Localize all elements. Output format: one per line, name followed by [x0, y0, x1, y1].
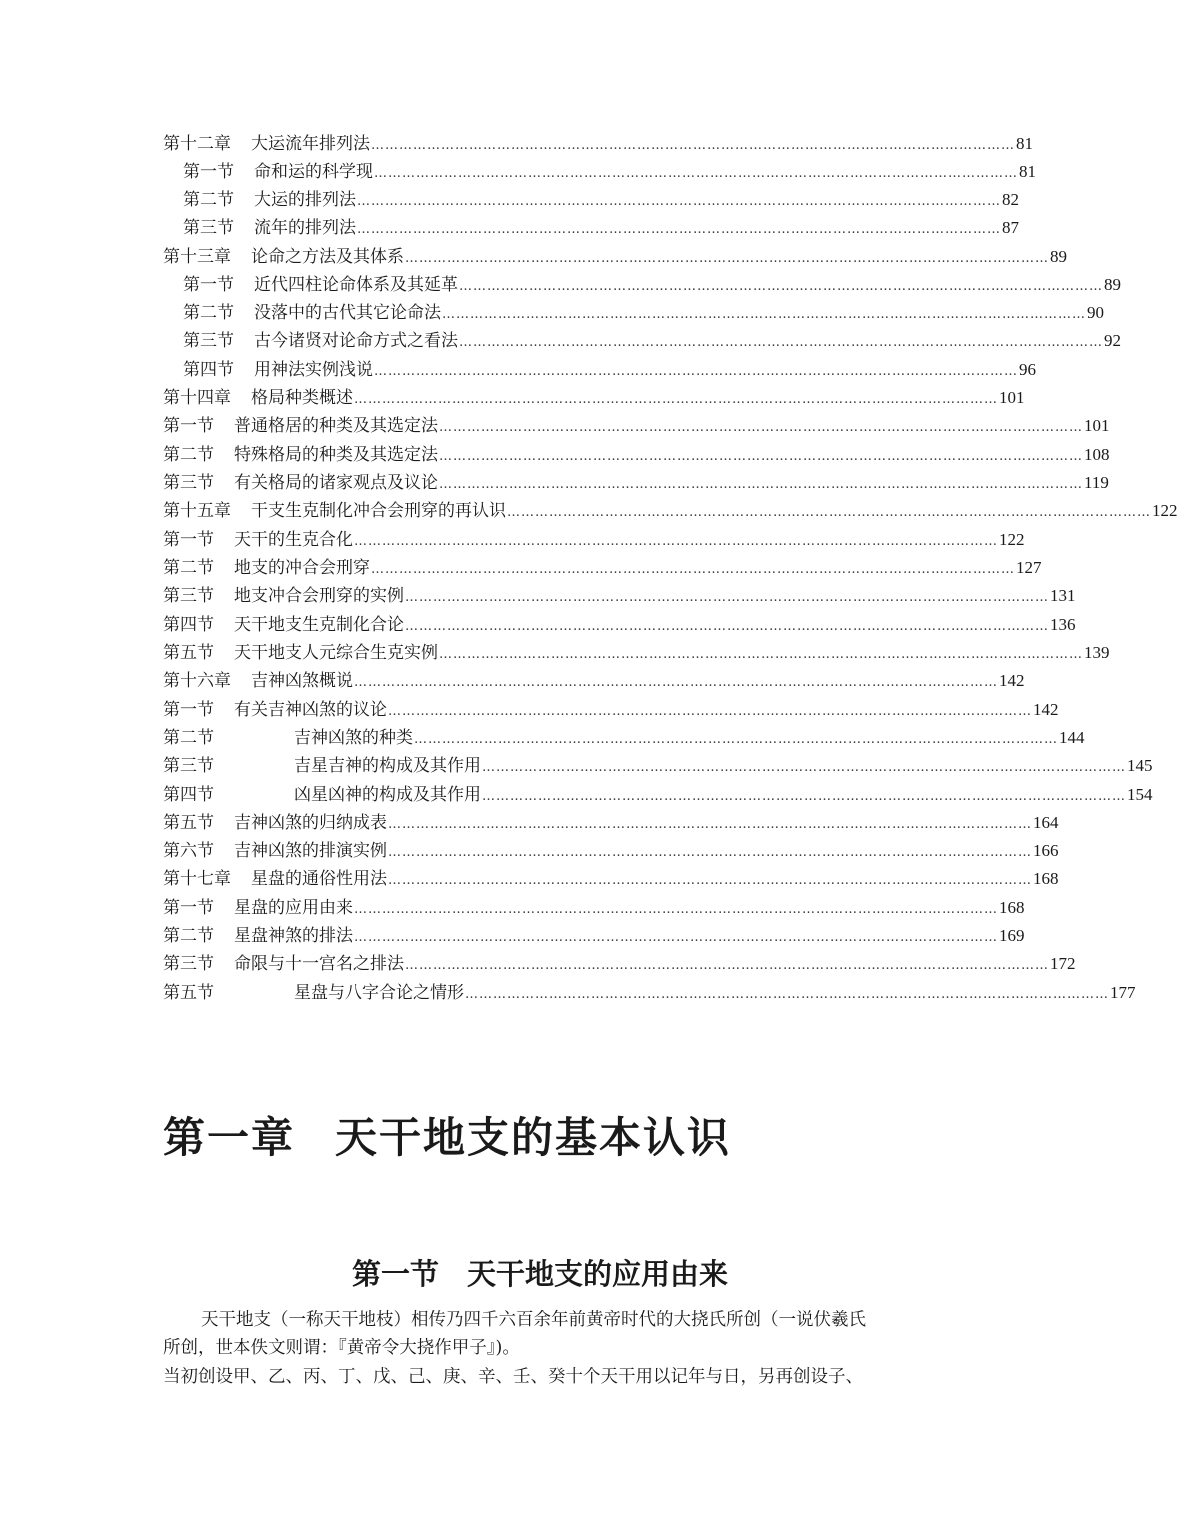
toc-entry-page: 166 [1033, 841, 1059, 860]
toc-entry [163, 697, 1059, 723]
toc-leader-dots: ………………………………………………………………………………………………………………………… [465, 987, 1109, 1002]
toc-entry-page: 142 [1033, 700, 1059, 719]
toc-leader-dots: ………………………………………………………………………………………………………………………… [507, 505, 1151, 520]
toc-entry-title: 吉神凶煞的排演实例 [234, 841, 387, 861]
section-label: 第一节 [351, 1257, 439, 1291]
toc-leader-dots: ………………………………………………………………………………………………………………………… [439, 477, 1083, 492]
toc-entry-label: 第十六章 [163, 671, 231, 691]
toc-leader-dots: ………………………………………………………………………………………………………………………… [482, 760, 1126, 775]
toc-entry-page: 131 [1050, 586, 1076, 605]
toc-entry-label: 第二节 [163, 926, 214, 946]
toc-entry-label: 第一节 [163, 416, 214, 436]
body-paragraph-line: 天干地支（一称天干地枝）相传乃四千六百余年前黄帝时代的大挠氏所创（一说伏羲氏 [201, 1310, 866, 1330]
toc-entry-label: 第一节 [183, 162, 234, 182]
toc-leader-dots: ………………………………………………………………………………………………………………………… [442, 307, 1086, 322]
toc-leader-dots: ………………………………………………………………………………………………………………………… [354, 392, 998, 407]
toc-leader-dots: ………………………………………………………………………………………………………………………… [388, 845, 1032, 860]
toc-leader-dots: ………………………………………………………………………………………………………………………… [405, 590, 1049, 605]
toc-entry [163, 385, 1025, 411]
toc-entry-page: 164 [1033, 813, 1059, 832]
toc-entry [163, 498, 1178, 524]
toc-entry-title: 命和运的科学现 [254, 162, 373, 182]
toc-entry-label: 第五节 [163, 983, 214, 1003]
toc-entry-label: 第三节 [183, 218, 234, 238]
toc-entry-title: 近代四柱论命体系及其延革 [254, 275, 458, 295]
toc-entry-title: 用神法实例浅说 [254, 360, 373, 380]
toc-entry [163, 810, 1059, 836]
chapter-heading [163, 1105, 731, 1165]
toc-leader-dots: ………………………………………………………………………………………………………………………… [439, 420, 1083, 435]
toc-entry-page: 177 [1110, 983, 1136, 1002]
toc-entry [183, 300, 1104, 326]
toc-entry-title: 有关吉神凶煞的议论 [234, 700, 387, 720]
toc-entry-page: 81 [1019, 162, 1036, 181]
toc-entry-label: 第二节 [163, 558, 214, 578]
toc-entry [163, 527, 1025, 553]
toc-entry [163, 668, 1025, 694]
toc-entry-page: 89 [1104, 275, 1121, 294]
toc-leader-dots: ………………………………………………………………………………………………………………………… [371, 138, 1015, 153]
toc-entry [183, 272, 1121, 298]
toc-entry-page: 168 [999, 898, 1025, 917]
toc-entry [163, 612, 1076, 638]
toc-entry [183, 159, 1036, 185]
toc-entry [163, 413, 1110, 439]
toc-leader-dots: ………………………………………………………………………………………………………………………… [354, 902, 998, 917]
toc-entry-label: 第一节 [183, 275, 234, 295]
toc-entry [183, 187, 1019, 213]
toc-entry-title: 地支的冲合会刑穿 [234, 558, 370, 578]
toc-leader-dots: ………………………………………………………………………………………………………………………… [414, 732, 1058, 747]
toc-leader-dots: ………………………………………………………………………………………………………………………… [388, 817, 1032, 832]
toc-entry-title: 吉神凶煞的种类 [294, 728, 413, 748]
toc-leader-dots: ………………………………………………………………………………………………………………………… [354, 675, 998, 690]
toc-entry-label: 第二节 [163, 445, 214, 465]
toc-entry-title: 星盘的应用由来 [234, 898, 353, 918]
toc-entry-label: 第三节 [163, 473, 214, 493]
toc-entry-title: 大运流年排列法 [251, 134, 370, 154]
toc-entry-label: 第三节 [163, 756, 214, 776]
toc-entry [163, 244, 1067, 270]
toc-entry-title: 吉神凶煞概说 [251, 671, 353, 691]
toc-leader-dots: ………………………………………………………………………………………………………………………… [405, 958, 1049, 973]
toc-entry-title: 格局种类概述 [251, 388, 353, 408]
toc-entry [163, 866, 1059, 892]
toc-leader-dots: ………………………………………………………………………………………………………………………… [405, 251, 1049, 266]
toc-entry-label: 第十五章 [163, 501, 231, 521]
toc-entry-label: 第二节 [183, 303, 234, 323]
toc-entry-page: 122 [999, 530, 1025, 549]
toc-entry-page: 145 [1127, 756, 1153, 775]
toc-entry [183, 215, 1019, 241]
toc-entry-page: 82 [1002, 190, 1019, 209]
toc-entry-title: 星盘与八字合论之情形 [294, 983, 464, 1003]
toc-leader-dots: ………………………………………………………………………………………………………………………… [354, 534, 998, 549]
toc-entry-label: 第四节 [163, 785, 214, 805]
toc-leader-dots: ………………………………………………………………………………………………………………………… [354, 930, 998, 945]
toc-entry-page: 168 [1033, 869, 1059, 888]
toc-leader-dots: ………………………………………………………………………………………………………………………… [357, 194, 1001, 209]
toc-entry-page: 142 [999, 671, 1025, 690]
toc-leader-dots: ………………………………………………………………………………………………………………………… [459, 279, 1103, 294]
toc-entry [163, 838, 1059, 864]
toc-entry-title: 大运的排列法 [254, 190, 356, 210]
toc-entry-title: 天干地支人元综合生克实例 [234, 643, 438, 663]
toc-entry-page: 122 [1152, 501, 1178, 520]
toc-entry-page: 81 [1016, 134, 1033, 153]
toc-entry-label: 第五节 [163, 643, 214, 663]
toc-entry [163, 131, 1033, 157]
toc-leader-dots: ………………………………………………………………………………………………………………………… [439, 449, 1083, 464]
section-title: 天干地支的应用由来 [467, 1257, 729, 1291]
toc-entry-page: 119 [1084, 473, 1109, 492]
toc-entry-title: 星盘神煞的排法 [234, 926, 353, 946]
toc-entry-label: 第一节 [163, 898, 214, 918]
toc-entry [163, 782, 1153, 808]
toc-entry-label: 第三节 [183, 331, 234, 351]
toc-entry-title: 吉神凶煞的归纳成表 [234, 813, 387, 833]
toc-entry-label: 第二节 [163, 728, 214, 748]
toc-entry [163, 753, 1153, 779]
toc-entry [163, 895, 1025, 921]
toc-entry-title: 普通格居的种类及其选定法 [234, 416, 438, 436]
toc-entry [163, 923, 1025, 949]
toc-entry-page: 127 [1016, 558, 1042, 577]
toc-entry-page: 101 [999, 388, 1025, 407]
toc-entry-page: 172 [1050, 954, 1076, 973]
toc-entry-page: 101 [1084, 416, 1110, 435]
section-heading [0, 1252, 1080, 1293]
toc-entry-label: 第一节 [163, 700, 214, 720]
toc-entry-title: 地支冲合会刑穿的实例 [234, 586, 404, 606]
toc-entry-page: 169 [999, 926, 1025, 945]
toc-entry-page: 136 [1050, 615, 1076, 634]
toc-entry-title: 凶星凶神的构成及其作用 [294, 785, 481, 805]
toc-leader-dots: ………………………………………………………………………………………………………………………… [459, 335, 1103, 350]
body-paragraph-line: 所创，世本佚文则谓：『黄帝令大挠作甲子』)。 [163, 1338, 520, 1358]
toc-entry-label: 第一节 [163, 530, 214, 550]
toc-entry-label: 第三节 [163, 586, 214, 606]
toc-entry-title: 星盘的通俗性用法 [251, 869, 387, 889]
toc-entry [163, 980, 1136, 1006]
toc-entry-label: 第四节 [163, 615, 214, 635]
toc-leader-dots: ………………………………………………………………………………………………………………………… [357, 222, 1001, 237]
toc-entry-page: 139 [1084, 643, 1110, 662]
toc-leader-dots: ………………………………………………………………………………………………………………………… [405, 619, 1049, 634]
toc-entry-page: 144 [1059, 728, 1085, 747]
toc-entry-label: 第十七章 [163, 869, 231, 889]
toc-entry-title: 古今诸贤对论命方式之看法 [254, 331, 458, 351]
toc-entry [183, 357, 1036, 383]
toc-entry-label: 第六节 [163, 841, 214, 861]
toc-entry-title: 吉星吉神的构成及其作用 [294, 756, 481, 776]
toc-entry-title: 论命之方法及其体系 [251, 247, 404, 267]
toc-leader-dots: ………………………………………………………………………………………………………………………… [388, 704, 1032, 719]
toc-entry-page: 108 [1084, 445, 1110, 464]
toc-entry-title: 命限与十一宫名之排法 [234, 954, 404, 974]
toc-entry-label: 第十二章 [163, 134, 231, 154]
toc-entry-label: 第五节 [163, 813, 214, 833]
toc-entry-title: 天干的生克合化 [234, 530, 353, 550]
toc-entry-page: 90 [1087, 303, 1104, 322]
toc-entry-title: 特殊格局的种类及其选定法 [234, 445, 438, 465]
toc-entry-title: 没落中的古代其它论命法 [254, 303, 441, 323]
toc-entry [163, 951, 1076, 977]
toc-entry-page: 92 [1104, 331, 1121, 350]
toc-entry-label: 第二节 [183, 190, 234, 210]
toc-entry-page: 154 [1127, 785, 1153, 804]
toc-entry [163, 442, 1110, 468]
toc-entry [163, 640, 1110, 666]
toc-entry-label: 第四节 [183, 360, 234, 380]
toc-entry-label: 第十四章 [163, 388, 231, 408]
chapter-title: 天干地支的基本认识 [335, 1113, 732, 1162]
toc-entry-page: 96 [1019, 360, 1036, 379]
toc-entry [183, 328, 1121, 354]
body-paragraph-line: 当初创设甲、乙、丙、丁、戊、己、庚、辛、壬、癸十个天干用以记年与日，另再创设子、 [163, 1367, 863, 1387]
toc-leader-dots: ………………………………………………………………………………………………………………………… [439, 647, 1083, 662]
toc-entry [163, 583, 1076, 609]
toc-leader-dots: ………………………………………………………………………………………………………………………… [388, 873, 1032, 888]
toc-leader-dots: ………………………………………………………………………………………………………………………… [371, 562, 1015, 577]
toc-entry-title: 流年的排列法 [254, 218, 356, 238]
toc-entry-title: 干支生克制化冲合会刑穿的再认识 [251, 501, 506, 521]
toc-entry-title: 有关格局的诸家观点及议论 [234, 473, 438, 493]
chapter-label: 第一章 [163, 1113, 296, 1162]
toc-entry-label: 第十三章 [163, 247, 231, 267]
toc-entry [163, 725, 1085, 751]
toc-leader-dots: ………………………………………………………………………………………………………………………… [374, 364, 1018, 379]
toc-entry-page: 89 [1050, 247, 1067, 266]
toc-leader-dots: ………………………………………………………………………………………………………………………… [482, 789, 1126, 804]
toc-entry [163, 555, 1042, 581]
toc-leader-dots: ………………………………………………………………………………………………………………………… [374, 166, 1018, 181]
toc-entry [163, 470, 1109, 496]
toc-entry-title: 天干地支生克制化合论 [234, 615, 404, 635]
toc-entry-label: 第三节 [163, 954, 214, 974]
toc-entry-page: 87 [1002, 218, 1019, 237]
